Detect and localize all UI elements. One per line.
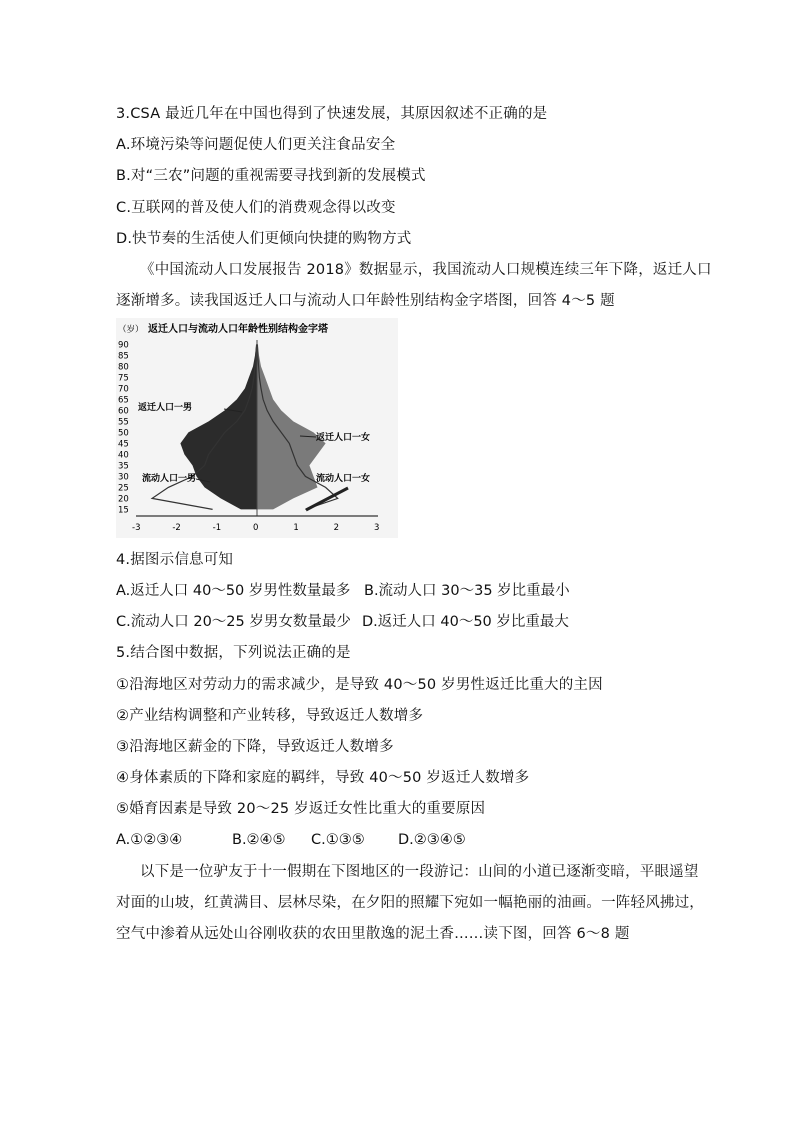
x-tick-label: 2 [333, 523, 340, 533]
y-tick-label: 15 [118, 505, 129, 516]
q5-statement-2: ②产业结构调整和产业转移，导致返迁人数增多 [116, 708, 424, 724]
annotation-float-female: 流动人口一女 [316, 474, 371, 484]
y-tick-label: 55 [118, 417, 129, 428]
q5-statement-3: ③沿海地区薪金的下降，导致返迁人数增多 [116, 739, 394, 755]
q4-option-a: A.返迁人口 40～50 岁男性数量最多 [116, 583, 351, 599]
x-tick-label: 1 [293, 523, 299, 533]
y-tick-label: 85 [118, 351, 129, 362]
y-tick-label: 30 [118, 472, 129, 483]
q3-option-a: A.环境污染等问题促使人们更关注食品安全 [116, 137, 396, 153]
q3-stem: 3.CSA 最近几年在中国也得到了快速发展，其原因叙述不正确的是 [116, 106, 548, 122]
q3-option-b: B.对“三农”问题的重视需要寻找到新的发展模式 [116, 168, 426, 184]
y-tick-label: 40 [118, 450, 129, 461]
passage-line-1: 以下是一位驴友于十一假期在下图地区的一段游记：山间的小道已逐渐变暗，平眼遥望 [140, 864, 699, 880]
q4-option-d: D.返迁人口 40～50 岁比重最大 [362, 614, 569, 630]
y-tick-labels [118, 340, 129, 515]
y-tick-label: 20 [118, 494, 129, 505]
q4-row-2 [116, 612, 569, 632]
q5-statement-5: ⑤婚育因素是导致 20～25 岁返迁女性比重大的重要原因 [116, 801, 486, 817]
x-tick-label: 0 [253, 523, 259, 533]
intro-line-2: 逐渐增多。读我国返迁人口与流动人口年龄性别结构金字塔图，回答 4～5 题 [116, 293, 615, 309]
x-tick-label: -3 [132, 523, 141, 533]
passage-line-2: 对面的山坡，红黄满目、层林尽染，在夕阳的照耀下宛如一幅艳丽的油画。一阵轻风拂过， [116, 895, 704, 911]
q5-statement-1: ①沿海地区对劳动力的需求减少，是导致 40～50 岁男性返迁比重大的主因 [116, 677, 603, 693]
y-tick-label: 60 [118, 406, 129, 417]
intro-line-1: 《中国流动人口发展报告 2018》数据显示，我国流动人口规模连续三年下降，返迁人口 [140, 262, 712, 278]
y-tick-label: 65 [118, 395, 129, 406]
y-tick-label: 35 [118, 461, 129, 472]
y-tick-label: 90 [118, 340, 129, 351]
population-pyramid-chart [116, 318, 398, 538]
x-tick-label: 3 [374, 523, 380, 533]
y-tick-label: 75 [118, 373, 129, 384]
y-tick-label: 45 [118, 439, 129, 450]
y-tick-label: 25 [118, 483, 129, 494]
y-tick-label: 70 [118, 384, 129, 395]
x-tick-label: -2 [172, 523, 181, 533]
q3-option-c: C.互联网的普及使人们的消费观念得以改变 [116, 200, 396, 216]
y-axis-label: （岁） [118, 325, 144, 335]
q5-option-a: A.①②③④ [116, 832, 183, 848]
q3-option-d: D.快节奏的生活使人们更倾向快捷的购物方式 [116, 231, 412, 247]
passage-line-3: 空气中渗着从远处山谷刚收获的农田里散逸的泥土香……读下图，回答 6～8 题 [116, 926, 630, 942]
q4-stem: 4.据图示信息可知 [116, 552, 234, 568]
chart-title: 返迁人口与流动人口年龄性别结构金字塔 [148, 324, 328, 335]
y-tick-label: 80 [118, 362, 129, 373]
q4-option-b: B.流动人口 30～35 岁比重最小 [364, 583, 570, 599]
y-tick-label: 50 [118, 428, 129, 439]
q5-option-c: C.①③⑤ [311, 832, 365, 848]
q5-stem: 5.结合图中数据，下列说法正确的是 [116, 645, 351, 661]
annotation-float-male: 流动人口一男 [142, 474, 197, 484]
q5-option-d: D.②③④⑤ [398, 832, 466, 848]
q5-options-row [116, 830, 466, 850]
q5-option-b: B.②④⑤ [232, 832, 286, 848]
q4-option-c: C.流动人口 20～25 岁男女数量最少 [116, 614, 351, 630]
annotation-return-male: 返迁人口一男 [138, 403, 193, 413]
q4-row-1 [116, 581, 570, 601]
x-tick-label: -1 [212, 523, 222, 533]
q5-statement-4: ④身体素质的下降和家庭的羁绊，导致 40～50 岁返迁人数增多 [116, 770, 530, 786]
annotation-return-female: 返迁人口一女 [316, 433, 371, 443]
